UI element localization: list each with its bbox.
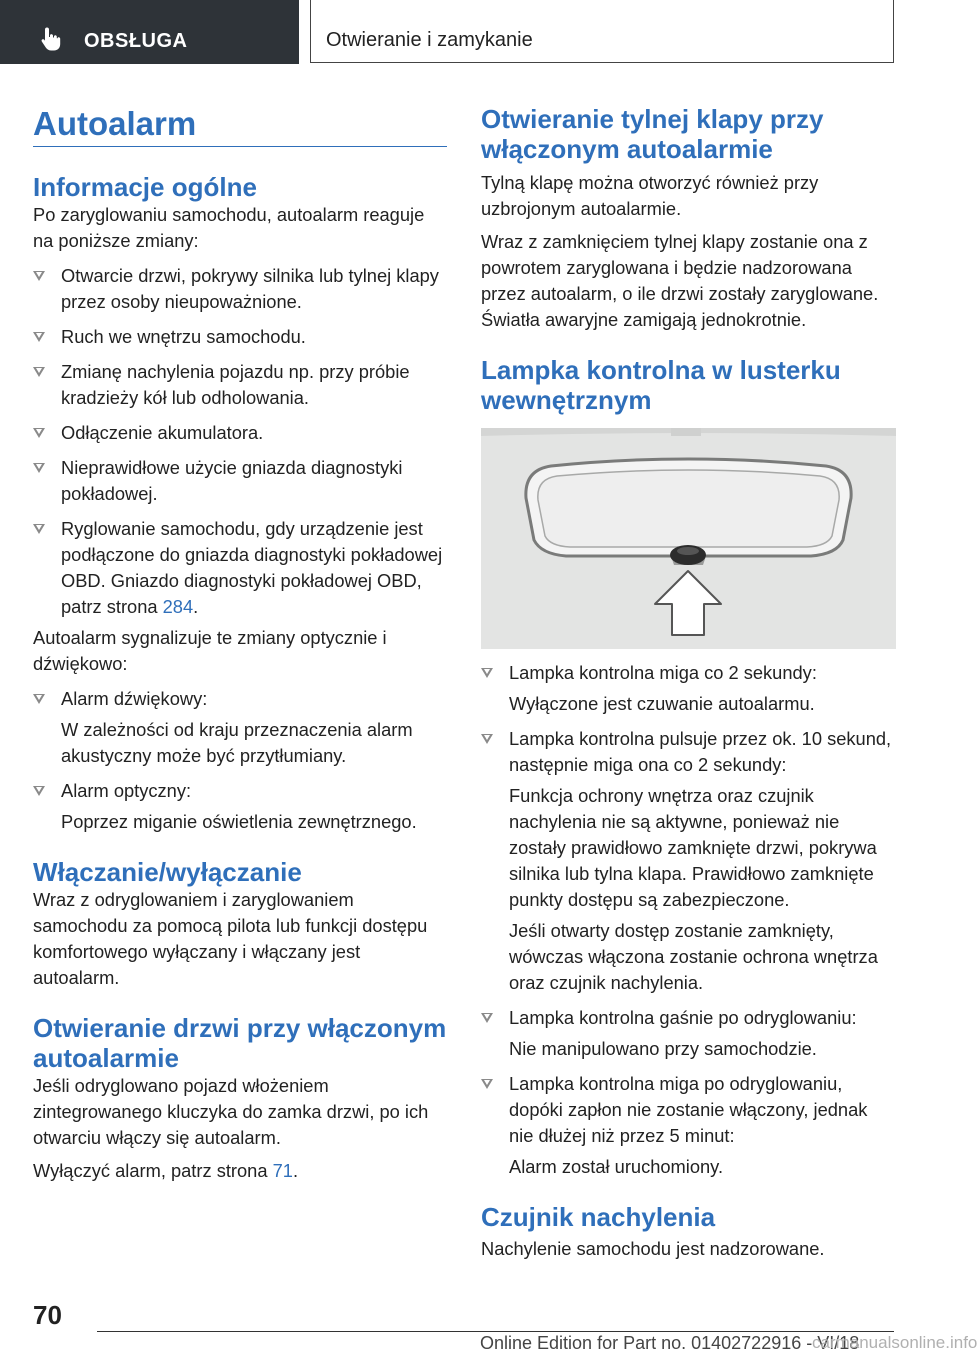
onoff-text: Wraz z odryglowaniem i zaryglowaniem samochodu za pomocą pilota lub funkcji dostępu komfortowego wyłączany i włączany jest autoalarm. bbox=[33, 889, 428, 988]
acoustic-text: W zależności od kraju przeznaczenia alarm akustyczny może być przytłumiany. bbox=[61, 719, 413, 766]
hand-pointer-icon bbox=[40, 26, 62, 52]
list-item bbox=[481, 1005, 896, 1062]
lamp-item-text: Nie manipulowano przy samochodzie. bbox=[509, 1038, 817, 1059]
list-item bbox=[33, 324, 449, 350]
watermark: carmanualsonline.info bbox=[812, 1333, 977, 1352]
bullet-triangle-icon bbox=[33, 428, 45, 438]
list-item bbox=[33, 686, 449, 769]
list-item bbox=[33, 778, 449, 835]
tailgate-p2: Wraz z zamknięciem tylnej klapy zostanie ona z powrotem zaryglowana i będzie nadzorowana przez autoalarm, o ile drzwi zostały zaryglowane. Światła awaryjne zamigają jednokrotnie. bbox=[481, 231, 879, 330]
list-item bbox=[33, 455, 449, 507]
lamp-list bbox=[481, 660, 896, 1262]
list-item bbox=[33, 359, 449, 411]
disable-text-body: Wyłączyć alarm, patrz strona bbox=[33, 1160, 268, 1181]
section-tab bbox=[0, 0, 299, 64]
tailgate-heading: Otwieranie tylnej klapy przy włączonym autoalarmie bbox=[481, 104, 824, 164]
onoff-heading: Włączanie/wyłączanie bbox=[33, 857, 302, 887]
bullet-triangle-icon bbox=[33, 271, 45, 281]
list-item bbox=[33, 516, 449, 620]
lamp-item-label: Lampka kontrolna miga po odryglowaniu, dopóki zapłon nie zostanie włączony, jednak nie dłużej niż przez 5 minut: bbox=[509, 1073, 868, 1146]
signal-intro: Autoalarm sygnalizuje te zmiany optycznie i dźwiękowo: bbox=[33, 627, 387, 674]
lamp-item-text: Funkcja ochrony wnętrza oraz czujnik nachylenia nie są aktywne, ponieważ nie zostały prawidłowo zamknięte drzwi, pokrywa silnika lub tylna klapa. Prawidłowo zamknięte punkty dostępu są zabezpieczone. bbox=[509, 785, 877, 910]
doors-text: Jeśli odryglowano pojazd włożeniem zintegrowanego kluczyka do zamka drzwi, po ich otwarciu włączy się autoalarm. bbox=[33, 1075, 429, 1148]
mirror-image bbox=[481, 428, 896, 649]
footer-divider bbox=[97, 1331, 894, 1332]
bullet-triangle-icon bbox=[33, 367, 45, 377]
section-label: OBSŁUGA bbox=[84, 30, 188, 52]
list-item-text: Ruch we wnętrzu samochodu. bbox=[61, 326, 306, 347]
general-section bbox=[33, 172, 449, 1184]
page-title: Autoalarm bbox=[33, 105, 197, 142]
disable-text: Wyłączyć alarm, patrz strona 71. bbox=[33, 1160, 299, 1181]
list-item-text: Ryglowanie samochodu, gdy urządzenie jest podłączone do gniazda diagnostyki pokładowej OBD. Gniazdo diagnostyki pokładowej OBD, patrz strona 284. bbox=[61, 518, 443, 617]
tailgate-section bbox=[481, 104, 896, 415]
bullet-triangle-icon bbox=[33, 694, 45, 704]
bullet-triangle-icon bbox=[481, 1079, 493, 1089]
chapter-header bbox=[310, 0, 894, 63]
acoustic-label: Alarm dźwiękowy: bbox=[61, 688, 208, 709]
bullet-triangle-icon bbox=[33, 463, 45, 473]
edition-text: Online Edition for Part no. 01402722916 - VI/18 bbox=[480, 1333, 860, 1353]
page-number: 70 bbox=[33, 1300, 62, 1330]
bullet-triangle-icon bbox=[33, 332, 45, 342]
tilt-heading: Czujnik nachylenia bbox=[481, 1202, 716, 1232]
list-item bbox=[33, 263, 449, 315]
lamp-item-text: Wyłączone jest czuwanie autoalarmu. bbox=[509, 693, 815, 714]
title-divider bbox=[33, 146, 447, 147]
mirror-illustration bbox=[481, 428, 896, 649]
bullet-triangle-icon bbox=[481, 668, 493, 678]
bullet-triangle-icon bbox=[33, 786, 45, 796]
bullet-triangle-icon bbox=[481, 734, 493, 744]
optical-text: Poprzez miganie oświetlenia zewnętrznego. bbox=[61, 811, 417, 832]
list-item bbox=[481, 726, 896, 996]
lamp-item-text: Alarm został uruchomiony. bbox=[509, 1156, 724, 1177]
general-heading: Informacje ogólne bbox=[33, 172, 257, 202]
lamp-heading: Lampka kontrolna w lusterku wewnętrznym bbox=[481, 355, 841, 415]
list-item-text: Nieprawidłowe użycie gniazda diagnostyki pokładowej. bbox=[61, 457, 403, 504]
optical-label: Alarm optyczny: bbox=[61, 780, 192, 801]
bullet-triangle-icon bbox=[481, 1013, 493, 1023]
list-item bbox=[481, 1071, 896, 1180]
lamp-item-label: Lampka kontrolna gaśnie po odryglowaniu: bbox=[509, 1007, 857, 1028]
page-link-71[interactable]: 71 bbox=[272, 1160, 293, 1181]
bullet-triangle-icon bbox=[33, 524, 45, 534]
list-item-text: Odłączenie akumulatora. bbox=[61, 422, 264, 443]
list-item bbox=[33, 420, 449, 446]
chapter-title: Otwieranie i zamykanie bbox=[326, 29, 533, 51]
tailgate-p1: Tylną klapę można otworzyć również przy uzbrojonym autoalarmie. bbox=[481, 172, 819, 219]
lamp-item-label: Lampka kontrolna pulsuje przez ok. 10 sekund, następnie miga ona co 2 sekundy: bbox=[509, 728, 892, 775]
general-intro: Po zaryglowaniu samochodu, autoalarm reaguje na poniższe zmiany: bbox=[33, 204, 425, 251]
tilt-text: Nachylenie samochodu jest nadzorowane. bbox=[481, 1238, 825, 1259]
lamp-item-label: Lampka kontrolna miga co 2 sekundy: bbox=[509, 662, 817, 683]
lamp-item-text: Jeśli otwarty dostęp zostanie zamknięty, wówczas włączona zostanie ochrona wnętrza oraz czujnik nachylenia. bbox=[509, 920, 878, 993]
list-item-text: Otwarcie drzwi, pokrywy silnika lub tylnej klapy przez osoby nieupoważnione. bbox=[61, 265, 439, 312]
obd-item-text: Ryglowanie samochodu, gdy urządzenie jest podłączone do gniazda diagnostyki pokładowej OBD. Gniazdo diagnostyki pokładowej OBD, patrz strona bbox=[61, 518, 443, 617]
list-item bbox=[481, 660, 896, 717]
list-item-text: Zmianę nachylenia pojazdu np. przy próbie kradzieży kół lub odholowania. bbox=[61, 361, 410, 408]
doors-heading: Otwieranie drzwi przy włączonym autoalarmie bbox=[33, 1013, 447, 1073]
page-link-284[interactable]: 284 bbox=[162, 596, 194, 617]
